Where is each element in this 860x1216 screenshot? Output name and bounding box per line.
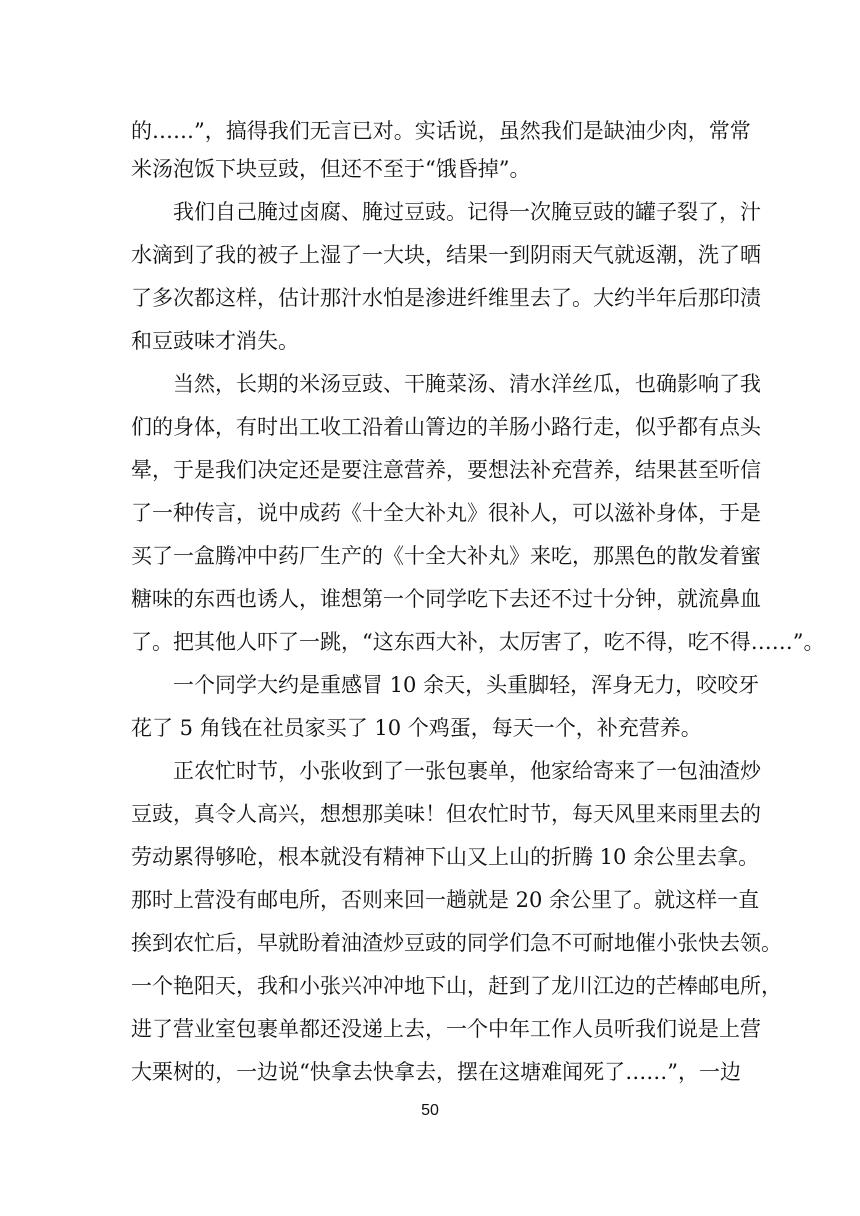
text-line: 水滴到了我的被子上湿了一大块，结果一到阴雨天气就返潮，洗了晒 <box>131 243 761 267</box>
text-line: 和豆豉味才消失。 <box>131 329 299 353</box>
text-line: 大栗树的，一边说“快拿去快拿去，摆在这塘难闻死了……”，一边 <box>131 1060 741 1084</box>
text-line: 了一种传言，说中成药《十全大补丸》很补人，可以滋补身体，于是 <box>131 501 761 525</box>
text-line: 米汤泡饭下块豆豉，但还不至于“饿昏掉”。 <box>131 157 531 181</box>
document-body <box>131 112 825 1091</box>
text-line: 挨到农忙后，早就盼着油渣炒豆豉的同学们急不可耐地催小张快去领。 <box>131 931 782 955</box>
text-line: 当然，长期的米汤豆豉、干腌菜汤、清水洋丝瓜，也确影响了我 <box>173 372 761 396</box>
text-line: 我们自己腌过卤腐、腌过豆豉。记得一次腌豆豉的罐子裂了，汁 <box>173 200 761 224</box>
paragraph <box>131 365 825 661</box>
text-line: 劳动累得够呛，根本就没有精神下山又上山的折腾 10 余公里去拿。 <box>131 845 760 869</box>
text-line: 的……”，搞得我们无言已对。实话说，虽然我们是缺油少肉，常常 <box>131 119 751 143</box>
text-line: 正农忙时节，小张收到了一张包裹单，他家给寄来了一包油渣炒 <box>173 759 761 783</box>
paragraph <box>131 752 782 1091</box>
text-line: 买了一盒腾冲中药厂生产的《十全大补丸》来吃，那黑色的散发着蜜 <box>131 544 761 568</box>
text-line: 那时上营没有邮电所，否则来回一趟就是 20 余公里了。就这样一直 <box>131 888 760 912</box>
paragraph <box>131 666 760 747</box>
paragraph <box>131 193 761 360</box>
text-line: 们的身体，有时出工收工沿着山箐边的羊肠小路行走，似乎都有点头 <box>131 415 761 439</box>
text-line: 了。把其他人吓了一跳，“这东西大补，太厉害了，吃不得，吃不得……”。 <box>131 630 825 654</box>
text-line: 一个同学大约是重感冒 10 余天，头重脚轻，浑身无力，咬咬牙 <box>173 673 760 697</box>
page-number: 50 <box>421 1102 439 1119</box>
text-line: 了多次都这样，估计那汁水怕是渗进纤维里去了。大约半年后那印渍 <box>131 286 761 310</box>
text-line: 一个艳阳天，我和小张兴冲冲地下山，赶到了龙川江边的芒棒邮电所， <box>131 974 782 998</box>
text-line: 糖味的东西也诱人，谁想第一个同学吃下去还不过十分钟，就流鼻血 <box>131 587 761 611</box>
paragraph <box>131 112 751 188</box>
text-line: 豆豉，真令人高兴，想想那美味！但农忙时节，每天风里来雨里去的 <box>131 802 761 826</box>
text-line: 晕，于是我们决定还是要注意营养，要想法补充营养，结果甚至听信 <box>131 458 761 482</box>
text-line: 花了 5 角钱在社员家买了 10 个鸡蛋，每天一个，补充营养。 <box>131 716 702 740</box>
text-line: 进了营业室包裹单都还没递上去，一个中年工作人员听我们说是上营 <box>131 1017 761 1041</box>
